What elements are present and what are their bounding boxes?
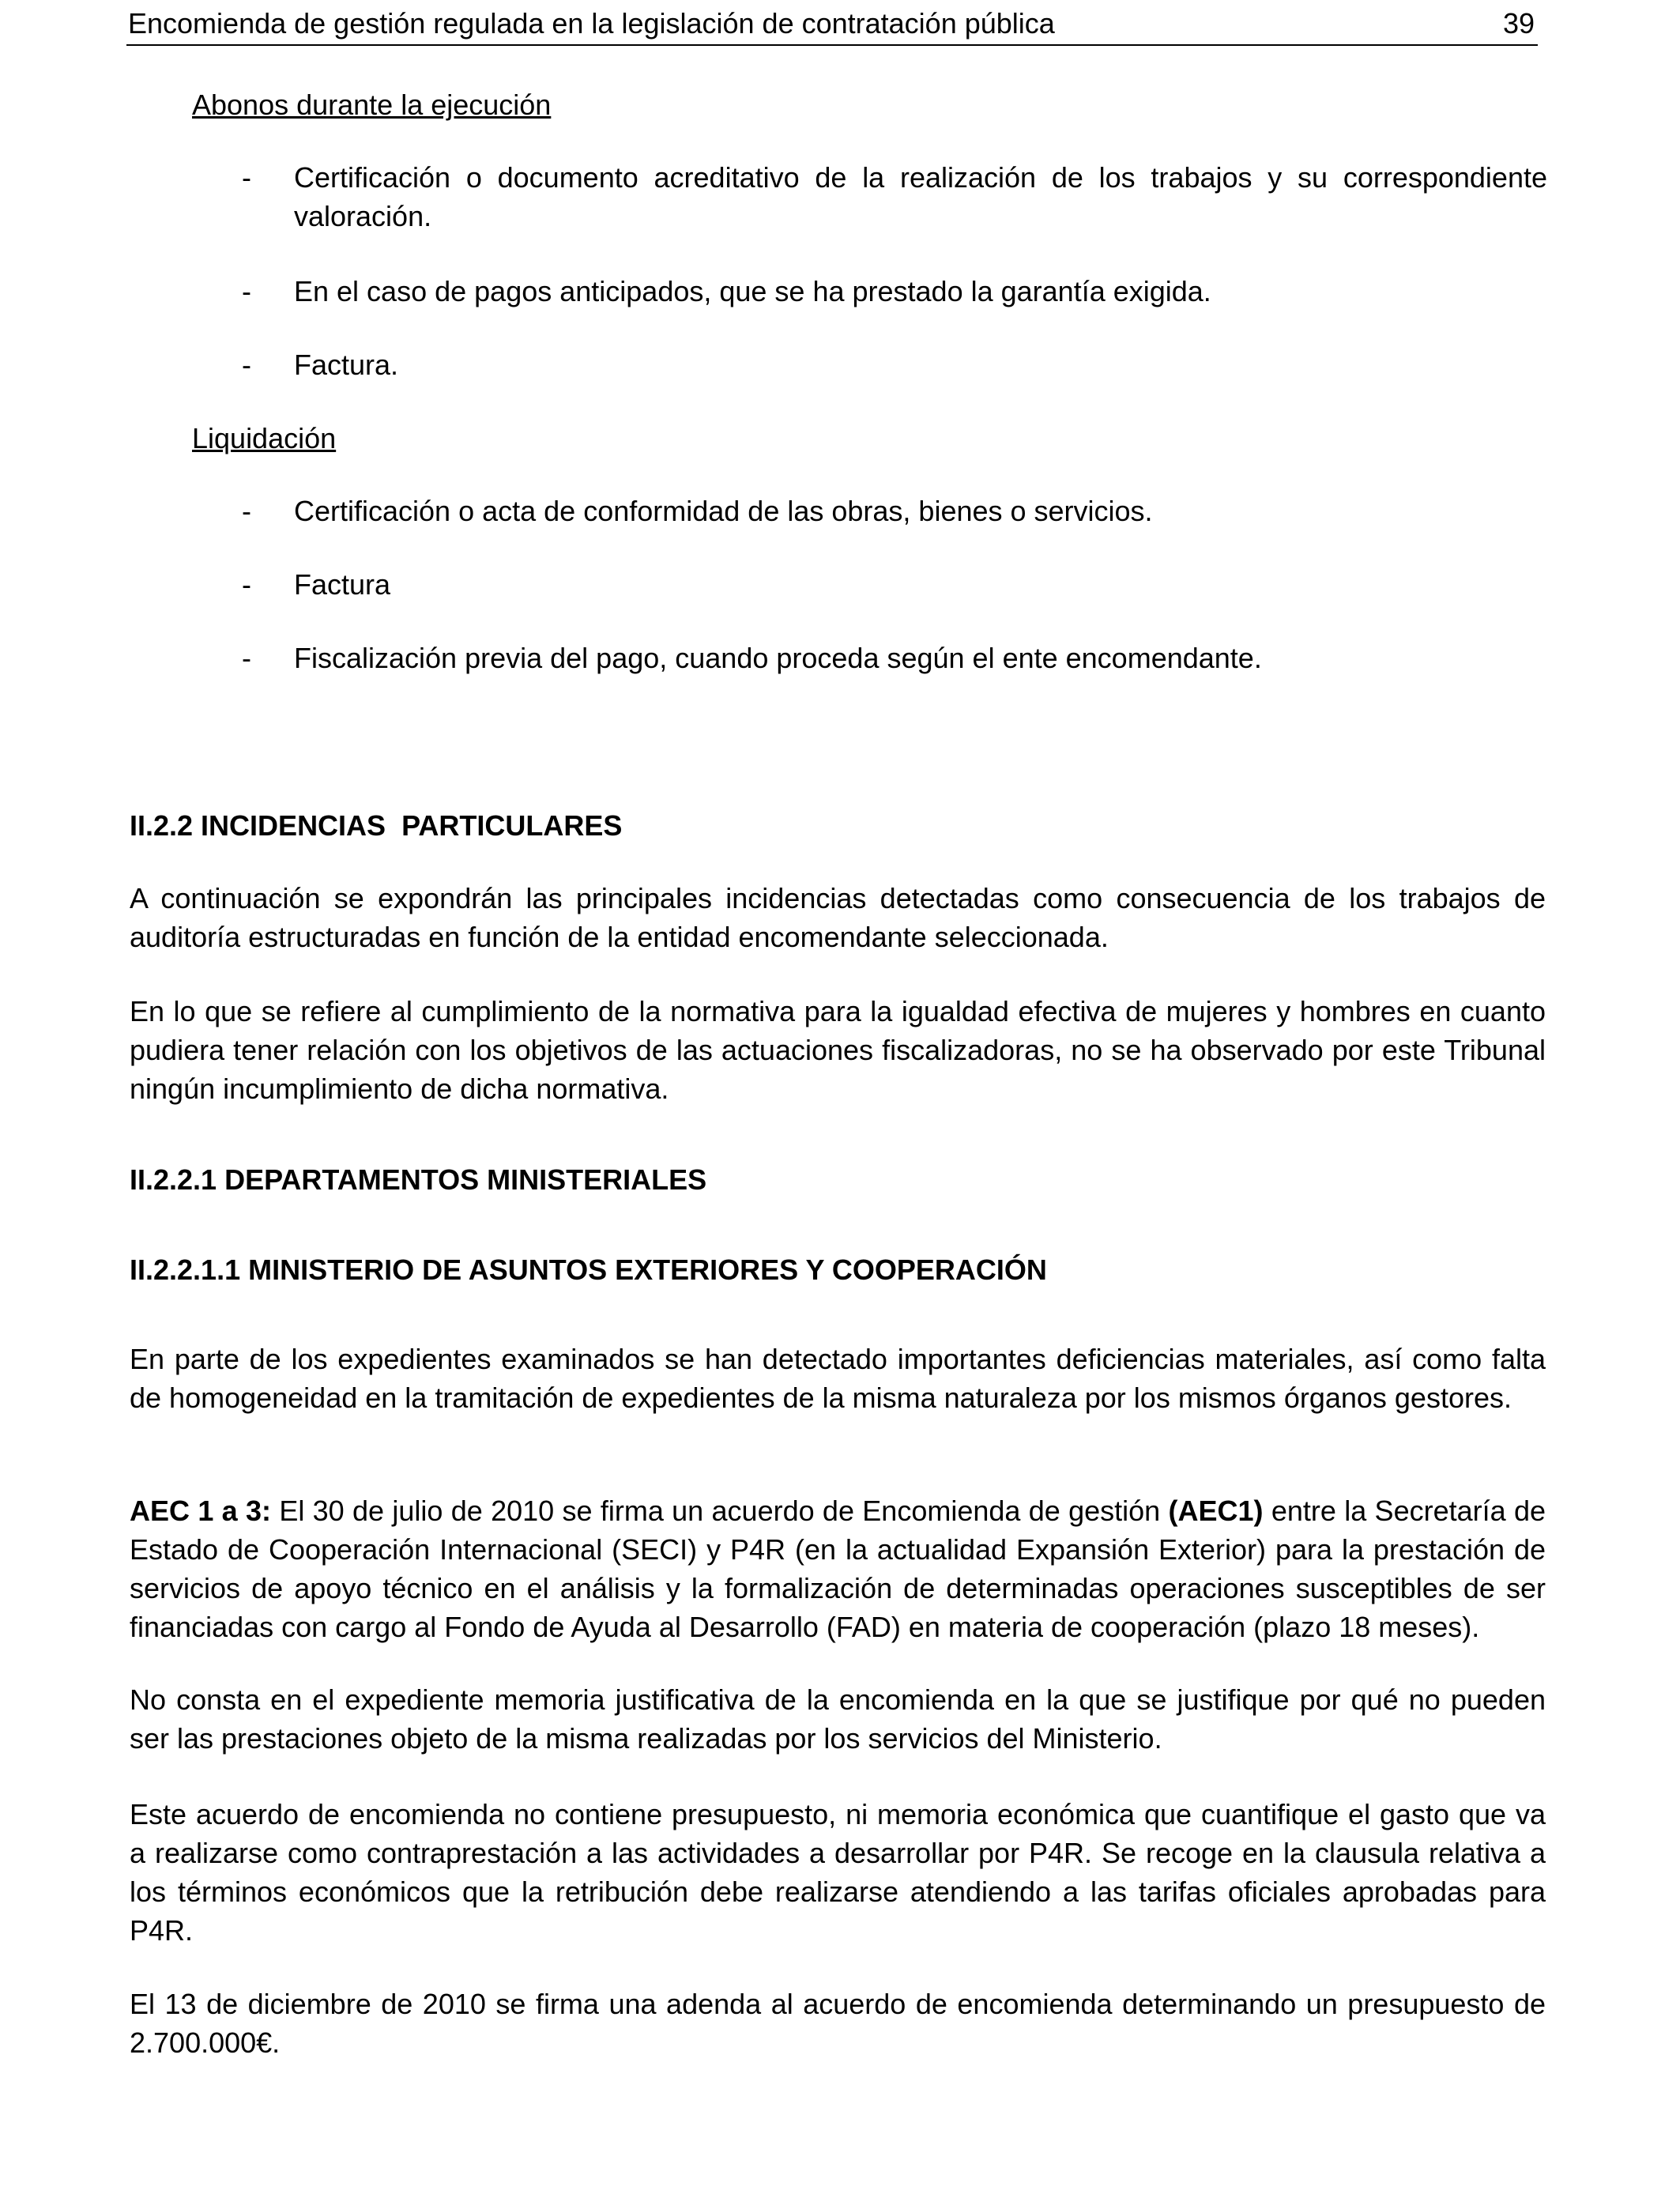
list-item [242,565,1547,605]
list-item [242,158,1547,237]
paragraph-aec [130,1491,1546,1646]
paragraph: El 13 de diciembre de 2010 se firma una adenda al acuerdo de encomienda determinando un presupuesto de 2.700.000€. [130,1988,1546,2059]
paragraph: En parte de los expedientes examinados se han detectado importantes deficiencias materiales, así como falta de homogeneidad en la tramitación de expedientes de la misma naturaleza por los mismos órganos gestores. [130,1343,1546,1414]
bullet-dash: - [242,495,251,527]
section-heading: II.2.2 INCIDENCIAS PARTICULARES [130,809,623,842]
aec-text-a: El 30 de julio de 2010 se firma un acuerdo de Encomienda de gestión [271,1495,1169,1527]
list-item-text: Factura. [294,349,399,381]
list-item-text: Fiscalización previa del pago, cuando proceda según el ente encomendante. [294,642,1262,674]
header-title: Encomienda de gestión regulada en la legislación de contratación pública [128,7,1055,40]
bullet-dash: - [242,568,251,601]
bullet-dash: - [242,642,251,674]
page-number: 39 [1502,7,1535,40]
list-item [242,272,1547,311]
list-item-text: Certificación o acta de conformidad de las obras, bienes o servicios. [294,495,1153,527]
liquidacion-heading: Liquidación [192,422,337,454]
paragraph: Este acuerdo de encomienda no contiene presupuesto, ni memoria económica que cuantifique el gasto que va a realizarse como contraprestación a las actividades a desarrollar por P4R. Se recoge en la clausula relativa a los términos económicos que la retribución debe realizarse atendiendo a las tarifas oficiales aprobadas para P4R. [130,1798,1546,1947]
list-item-text: En el caso de pagos anticipados, que se ha prestado la garantía exigida. [294,275,1211,307]
aec-lead: AEC 1 a 3: [130,1495,272,1527]
page-header [126,6,1538,46]
aec-bold-ref: (AEC1) [1168,1495,1264,1527]
aec-text-b: entre la Secretaría de Estado de Cooperación Internacional (SECI) y P4R (en la actualidad Expansión Exterior) para la prestación de servicios de apoyo técnico en el análisis y la formalización de determinadas operaciones susceptibles de ser financiadas con cargo al Fondo de Ayuda al Desarrollo (FAD) en materia de cooperación (plazo 18 meses). [130,1495,1546,1643]
bullet-dash: - [242,349,251,381]
section-heading: II.2.2.1.1 MINISTERIO DE ASUNTOS EXTERIORES Y COOPERACIÓN [130,1253,1047,1286]
list-item-text: Factura [294,568,391,601]
bullet-dash: - [242,161,251,194]
paragraph: En lo que se refiere al cumplimiento de la normativa para la igualdad efectiva de mujeres y hombres en cuanto pudiera tener relación con los objetivos de las actuaciones fiscalizadoras, no se ha observado por este Tribunal ningún incumplimiento de dicha normativa. [130,995,1546,1105]
list-item [242,345,1547,385]
paragraph: No consta en el expediente memoria justificativa de la encomienda en la que se justifique por qué no pueden ser las prestaciones objeto de la misma realizadas por los servicios del Ministerio. [130,1683,1546,1755]
section-heading: II.2.2.1 DEPARTAMENTOS MINISTERIALES [130,1163,707,1196]
abonos-heading: Abonos durante la ejecución [192,89,552,121]
list-item-text: Certificación o documento acreditativo de la realización de los trabajos y su correspondiente valoración. [294,161,1547,232]
list-item [242,639,1547,678]
list-item [242,492,1547,531]
bullet-dash: - [242,275,251,307]
paragraph: A continuación se expondrán las principales incidencias detectadas como consecuencia de los trabajos de auditoría estructuradas en función de la entidad encomendante seleccionada. [130,882,1546,953]
